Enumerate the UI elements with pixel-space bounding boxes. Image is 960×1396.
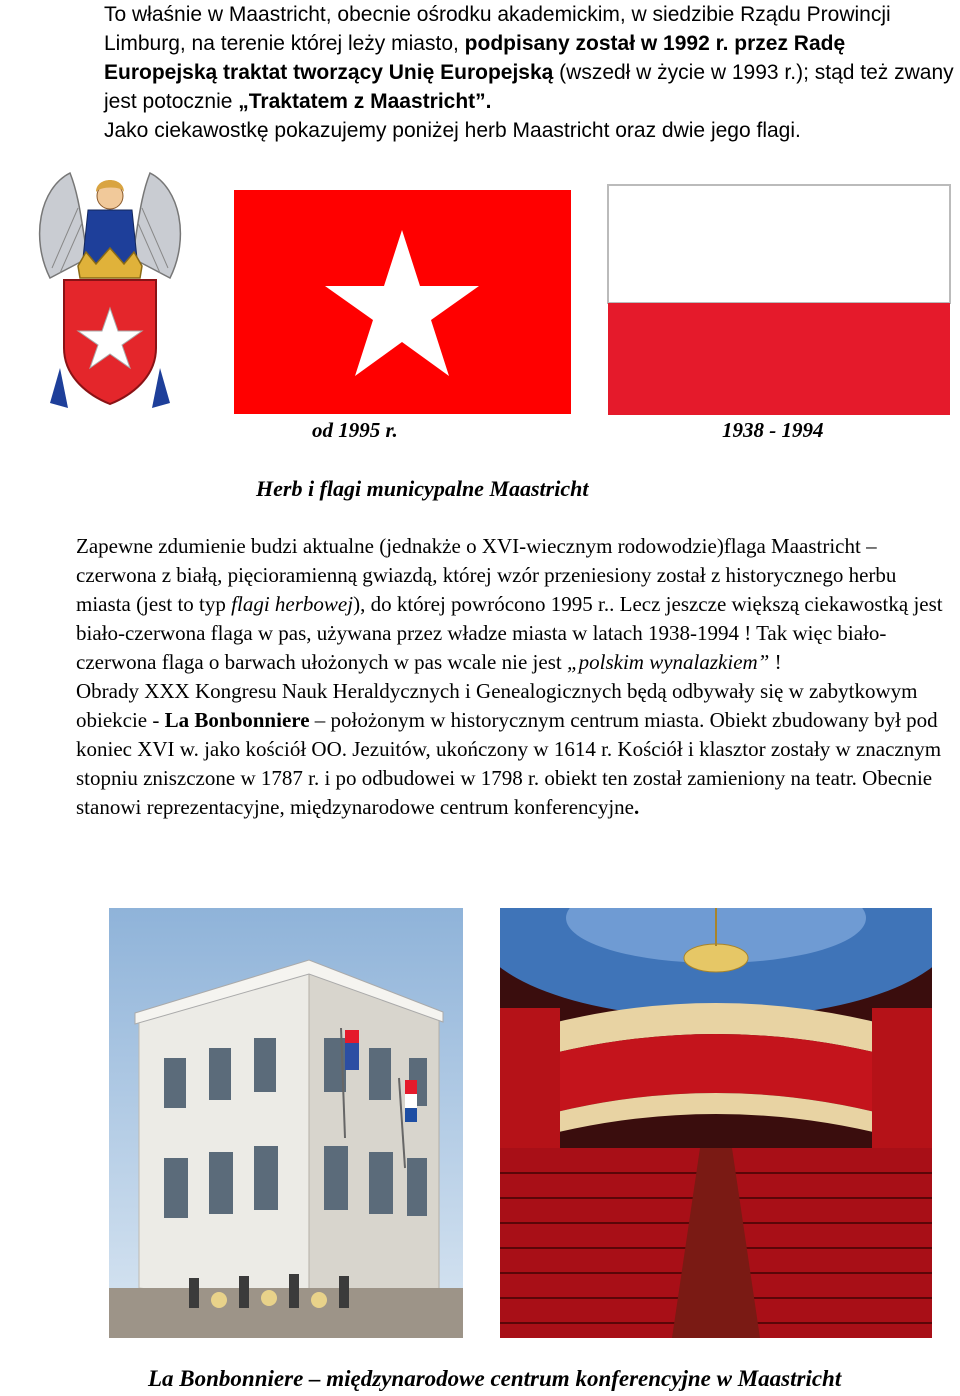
intro-paragraph xyxy=(4,0,954,145)
text-part: Zapewne zdumienie budzi aktualne (jednakże o XVI-wiecznym rodowodzie)flaga Maastricht – czerwona z białą, pięcioramienną gwiazdą, której wzór przeniesiony został z historycznego herbu miasta (jest to typ xyxy=(76,534,897,616)
photos-caption: La Bonbonniere – międzynarodowe centrum konferencyjne w Maastricht xyxy=(148,1366,842,1391)
text-polskim-wynalazkiem: „polskim wynalazkiem” xyxy=(566,650,770,674)
building-photo xyxy=(109,908,463,1338)
section-title: Herb i flagi municypalne Maastricht xyxy=(256,476,589,501)
intro-treaty-name: „Traktatem z Maastricht”. xyxy=(238,90,492,113)
theatre-interior-photo xyxy=(500,908,932,1338)
coat-of-arms-image xyxy=(30,168,190,418)
paragraph-flag-history xyxy=(4,532,956,677)
paragraph-congress xyxy=(4,677,956,822)
intro-text-part: To właśnie w Maastricht, obecnie ośrodku akademickim, w siedzibie Rządu Prowincji Limburg, na terenie której leży miasto, xyxy=(104,3,891,55)
caption-1938-1994: 1938 - 1994 xyxy=(722,418,824,442)
text-la-bonbonniere: La Bonbonniere xyxy=(164,708,310,732)
intro-text xyxy=(4,0,954,116)
flag-white-red-1938-1994 xyxy=(607,184,951,416)
text-part: Obrady XXX Kongresu Nauk Heraldycznych i Genealogicznych będą odbywały się w zabytkowym obiekcie - xyxy=(76,679,918,732)
text-part: – położonym w historycznym centrum miasta. Obiekt zbudowany był pod koniec XVI w. jako kościół OO. Jezuitów, ukończony w 1614 r. Kościół i klasztor zostały w znacznym stopniu zniszczone w 1787 r. i po odbudowei w 1798 r. obiekt ten został zamieniony na teatr. Obecnie stanowi reprezentacyjne, międzynarodowe centrum konferencyjne xyxy=(76,708,942,819)
caption-since-1995: od 1995 r. xyxy=(312,418,398,442)
text-part: ), do której powrócono 1995 r.. Lecz jeszcze większą ciekawostką jest biało-czerwona flaga w pas, używana przez władze miasta w latach 1938-1994 ! Tak więc biało-czerwona flaga o barwach ułożonych w pas wcale nie jest xyxy=(76,592,943,674)
text-part: ! xyxy=(769,650,782,674)
body-text xyxy=(4,532,956,822)
intro-text-part: (wszedł w życie w 1993 r.); stąd też zwany jest potocznie xyxy=(104,61,954,113)
intro-curiosity: Jako ciekawostkę pokazujemy poniżej herb Maastricht oraz dwie jego flagi. xyxy=(104,119,801,142)
intro-treaty-bold: podpisany został w 1992 r. przez Radę Europejską traktat tworzący Unię Europejską xyxy=(104,32,846,84)
text-part: . xyxy=(634,795,640,819)
text-flagi-herbowej: flagi herbowej xyxy=(231,592,354,616)
flag-star-since-1995 xyxy=(234,190,571,414)
